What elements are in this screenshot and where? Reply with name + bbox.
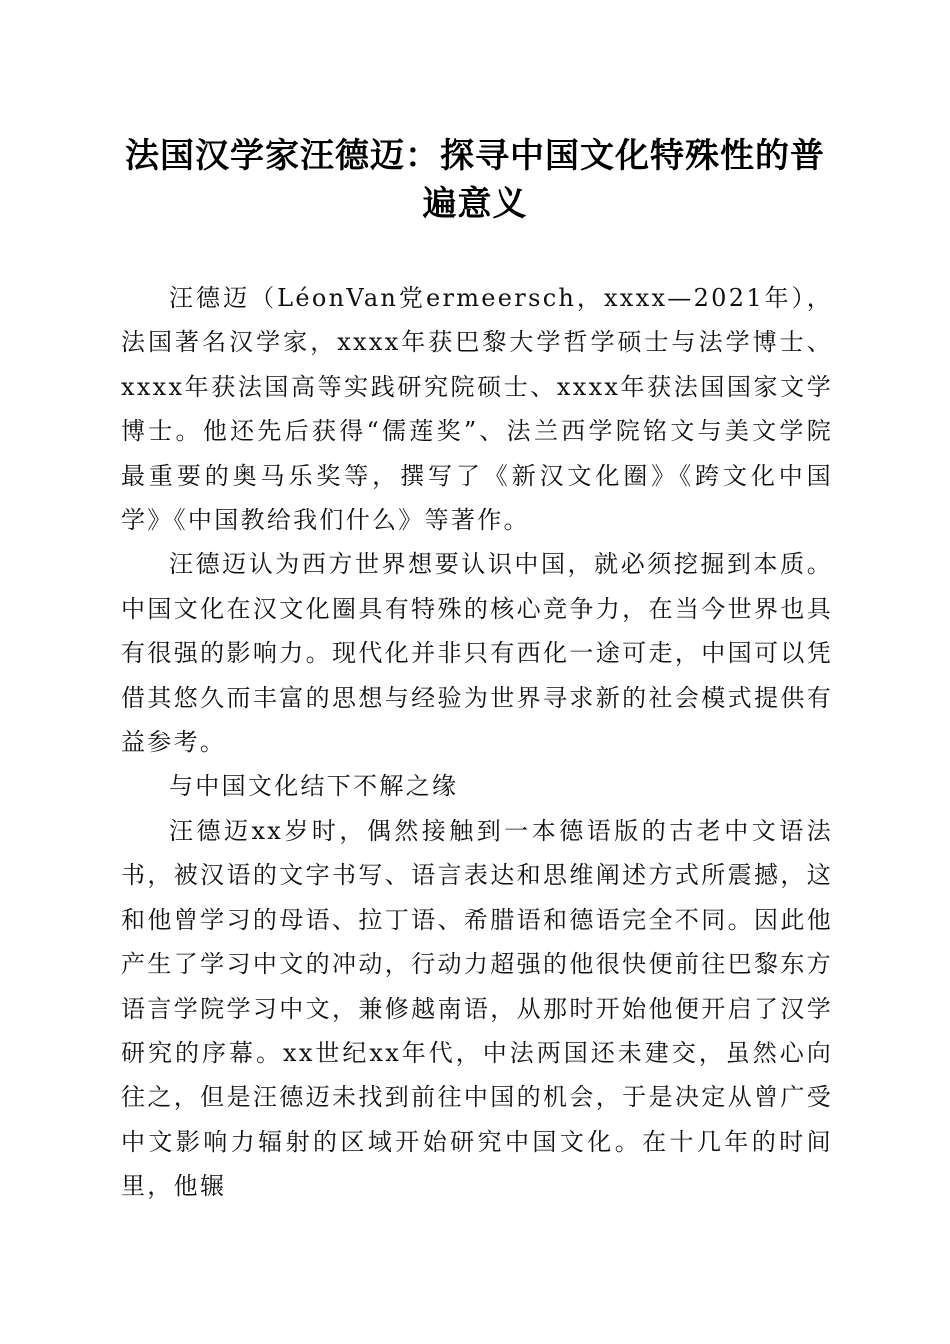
document-title: 法国汉学家汪德迈：探寻中国文化特殊性的普遍意义	[125, 136, 825, 224]
document-body	[121, 276, 833, 1209]
paragraph-early-study: 汪德迈xx岁时，偶然接触到一本德语版的古老中文语法书，被汉语的文字书写、语言表达和思维阐述方式所震撼，这和他曾学习的母语、拉丁语、希腊语和德语完全不同。因此他产生了学习中文的冲动，行动力超强的他很快便前往巴黎东方语言学院学习中文，兼修越南语，从那时开始他便开启了汉学研究的序幕。xx世纪xx年代，中法两国还未建交，虽然心向往之，但是汪德迈未找到前往中国的机会，于是决定从曾广受中文影响力辐射的区域开始研究中国文化。在十几年的时间里，他辗	[121, 816, 833, 1201]
paragraph-viewpoint: 汪德迈认为西方世界想要认识中国，就必须挖掘到本质。中国文化在汉文化圈具有特殊的核心竞争力，在当今世界也具有很强的影响力。现代化并非只有西化一途可走，中国可以凭借其悠久而丰富的思想与经验为世界寻求新的社会模式提供有益参考。	[121, 550, 833, 757]
paragraph-biography: 汪德迈（LéonVan党ermeersch，xxxx—2021年），法国著名汉学家，xxxx年获巴黎大学哲学硕士与法学博士、xxxx年获法国高等实践研究院硕士、xxxx年获法国国家文学博士。他还先后获得“儒莲奖”、法兰西学院铭文与美文学院最重要的奥马乐奖等，撰写了《新汉文化圈》《跨文化中国学》《中国教给我们什么》等著作。	[121, 284, 833, 535]
section-heading: 与中国文化结下不解之缘	[169, 772, 459, 801]
